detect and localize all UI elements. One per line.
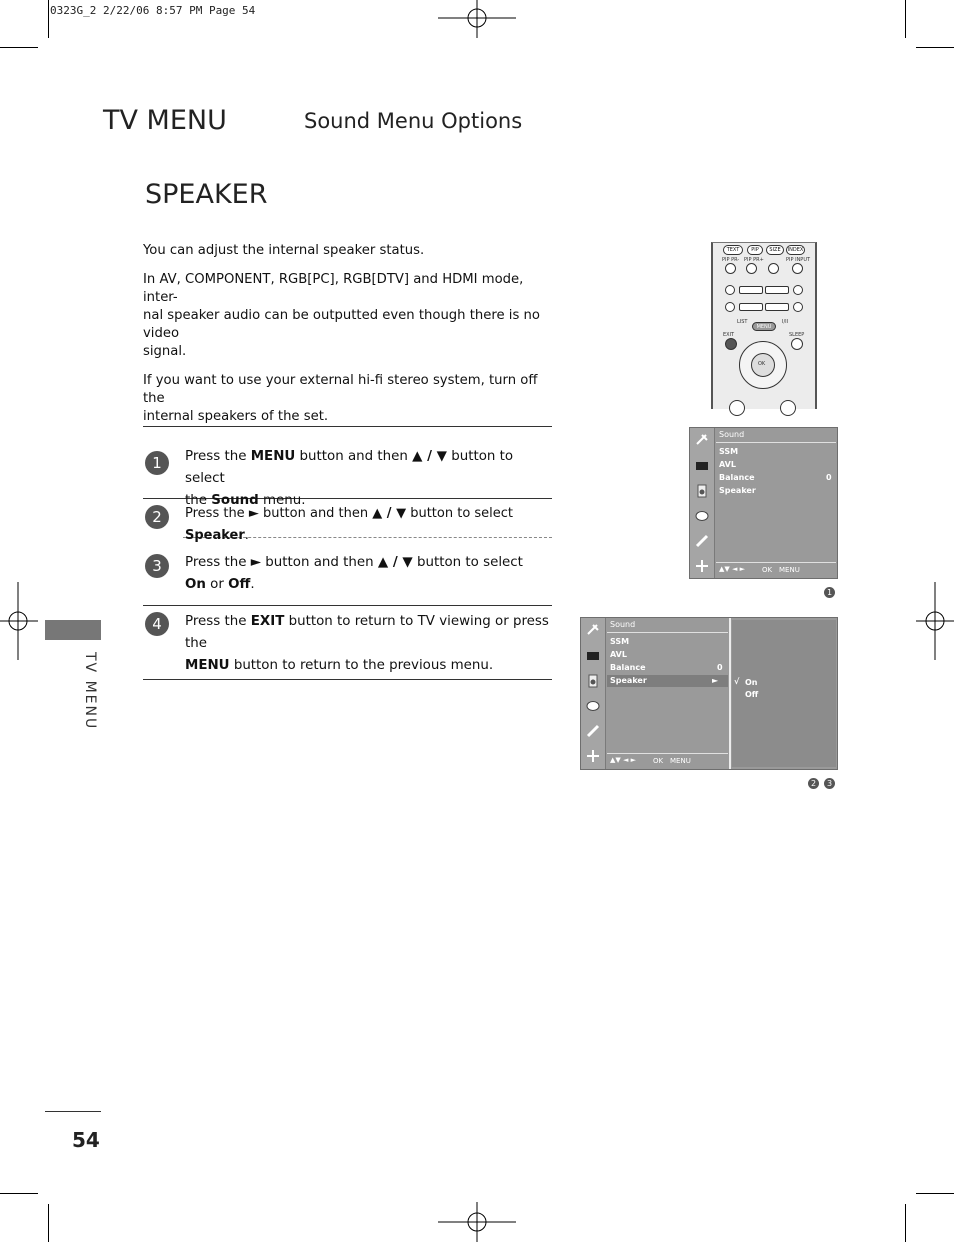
print-header: 0323G_2 2/22/06 8:57 PM Page 54 [50,4,256,17]
divider [143,605,552,606]
clock-icon [585,698,601,714]
intro-line: If you want to use your external hi-fi stereo system, turn off the [143,373,538,406]
remote-round-button [746,263,757,274]
registration-mark [438,1202,518,1242]
menu-item-avl[interactable]: AVL [610,650,627,659]
step-number-1: 1 [145,451,169,475]
key-label: Sound [211,493,259,508]
remote-round-button [725,263,736,274]
registration-mark [438,0,518,40]
step-text-part: Press the [185,614,251,629]
step-text-part: or [205,577,229,592]
menu-footer-ok: OK [653,757,664,765]
side-tab-marker [45,620,101,640]
section-title: TV MENU [103,105,227,136]
satellite-icon [694,432,710,448]
key-label: ► [250,555,262,570]
menu-footer-ok: OK [762,566,773,574]
remote-round-button [768,263,779,274]
option-off[interactable]: Off [745,690,759,699]
sound-menu-screen-2 [580,617,838,770]
remote-label: I/II [782,319,789,325]
remote-round-button [792,263,803,274]
step-text-part: button to select [185,449,514,486]
remote-ch-button [780,400,796,416]
menu-item-ssm[interactable]: SSM [719,447,739,456]
menu-icon-column [581,618,606,769]
option-on[interactable]: On [745,678,758,687]
speaker-icon [585,673,601,689]
remote-menu-button: MENU [752,322,776,331]
menu-item-speaker[interactable]: Speaker [610,676,647,685]
submenu-separator [729,618,731,769]
intro-line: internal speakers of the set. [143,409,329,424]
lock-icon [585,748,601,764]
menu-title: Sound [610,620,636,629]
crop-mark [916,47,954,48]
step-text-part: button to return to the previous menu. [229,658,494,673]
remote-rewind-button [739,303,763,311]
remote-label: EXIT [723,332,735,338]
page-title: SPEAKER [145,179,268,210]
check-icon: √ [734,677,740,686]
step-text-part: button and then [258,506,373,521]
crop-mark [48,1204,49,1242]
remote-label: OK [758,361,766,367]
section-subtitle: Sound Menu Options [304,109,523,133]
crop-mark [0,47,38,48]
menu-item-balance-value: 0 [717,663,723,672]
speaker-submenu [732,620,836,767]
intro-text [143,242,558,426]
registration-mark [914,582,954,662]
lock-icon [694,558,710,574]
figure-badge: 3 [824,778,835,789]
remote-label: LIST [737,319,748,325]
menu-divider [716,562,836,563]
crop-mark [905,0,906,38]
step-text-part: button to select [412,555,523,570]
menu-item-speaker[interactable]: Speaker [719,486,756,495]
step-number-3: 3 [145,554,169,578]
picture-icon [585,648,601,664]
menu-footer-nav: ▲▼ ◄ ► [610,756,636,764]
key-label: MENU [185,658,230,673]
menu-divider [607,632,728,633]
step-2-text [185,503,555,547]
menu-title: Sound [719,430,745,439]
crop-mark [0,1193,38,1194]
menu-divider [716,442,836,443]
arrow-keys: ▲ / ▼ [412,449,447,464]
figure-badge: 2 [808,778,819,789]
figure-badge: 1 [824,587,835,598]
remote-stop-button [725,285,735,295]
step-text-part: button and then [261,555,378,570]
clock-icon [694,508,710,524]
remote-exit-button [725,338,737,350]
key-label: Off [228,577,251,592]
remote-forward-button [765,303,789,311]
remote-pause-button [765,286,789,294]
step-text-part: Press the [185,506,249,521]
crop-mark [48,0,49,38]
key-label: ► [248,506,259,521]
menu-item-avl[interactable]: AVL [719,460,736,469]
step-3-text [185,552,555,596]
remote-skip-back-button [725,302,735,312]
step-text-part: Press the [185,449,251,464]
step-text-part: menu. [258,493,306,508]
submenu-arrow-icon: ► [712,676,719,685]
menu-footer-menu: MENU [779,566,800,574]
picture-icon [694,458,710,474]
satellite-icon [585,622,601,638]
menu-divider [607,753,728,754]
remote-label: PIP PR+ [744,257,764,263]
speaker-icon [694,483,710,499]
side-tab-label: TV MENU [82,652,98,731]
remote-play-button [739,286,763,294]
intro-paragraph [143,372,558,426]
option-icon [585,723,601,739]
intro-line: nal speaker audio can be outputted even though there is no video [143,308,540,341]
step-text-part: button to select [406,506,514,521]
registration-mark [0,582,40,662]
page-number: 54 [72,1128,100,1152]
remote-record-button [793,285,803,295]
crop-mark [916,1193,954,1194]
remote-sleep-button [791,338,803,350]
remote-label: PIP PR- [722,257,740,263]
menu-item-balance[interactable]: Balance [610,663,646,672]
step-text-part: button to return to TV viewing or press the [185,614,549,651]
remote-size-button: SIZE [766,245,784,255]
sound-menu-screen-1 [689,427,838,579]
step-4-text [185,611,555,677]
crop-mark [905,1204,906,1242]
step-number-4: 4 [145,612,169,636]
step-text-part: . [244,528,249,543]
menu-item-ssm[interactable]: SSM [610,637,630,646]
menu-footer-menu: MENU [670,757,691,765]
step-text-part: . [250,577,255,592]
remote-vol-button [729,400,745,416]
remote-control [711,242,817,409]
intro-paragraph: You can adjust the internal speaker status. [143,243,425,258]
menu-icon-column [690,428,715,578]
remote-pip-button: PIP [747,245,763,255]
step-text-part: the [185,493,212,508]
remote-index-button: INDEX [787,247,804,253]
intro-paragraph [143,271,558,361]
menu-item-balance[interactable]: Balance [719,473,755,482]
page-number-rule [45,1111,101,1112]
remote-label: SLEEP [789,332,805,338]
remote-text-button: TEXT [723,245,743,255]
remote-label: PIP INPUT [786,257,811,263]
key-label: On [185,577,206,592]
key-label: Speaker [185,528,245,543]
key-label: MENU [250,449,296,464]
menu-item-balance-value: 0 [826,473,832,482]
arrow-keys: ▲ / ▼ [377,555,413,570]
arrow-keys: ▲ / ▼ [372,506,407,521]
divider [143,426,552,427]
intro-line: In AV, COMPONENT, RGB[PC], RGB[DTV] and HDMI mode, inter- [143,272,524,305]
menu-footer-nav: ▲▼ ◄ ► [719,565,745,573]
step-number-2: 2 [145,505,169,529]
option-icon [694,533,710,549]
remote-skip-forward-button [793,302,803,312]
step-text-part: Press the [185,555,251,570]
key-label: EXIT [250,614,285,629]
intro-line: signal. [143,344,187,359]
step-text-part: button and then [295,449,413,464]
divider [143,679,552,680]
